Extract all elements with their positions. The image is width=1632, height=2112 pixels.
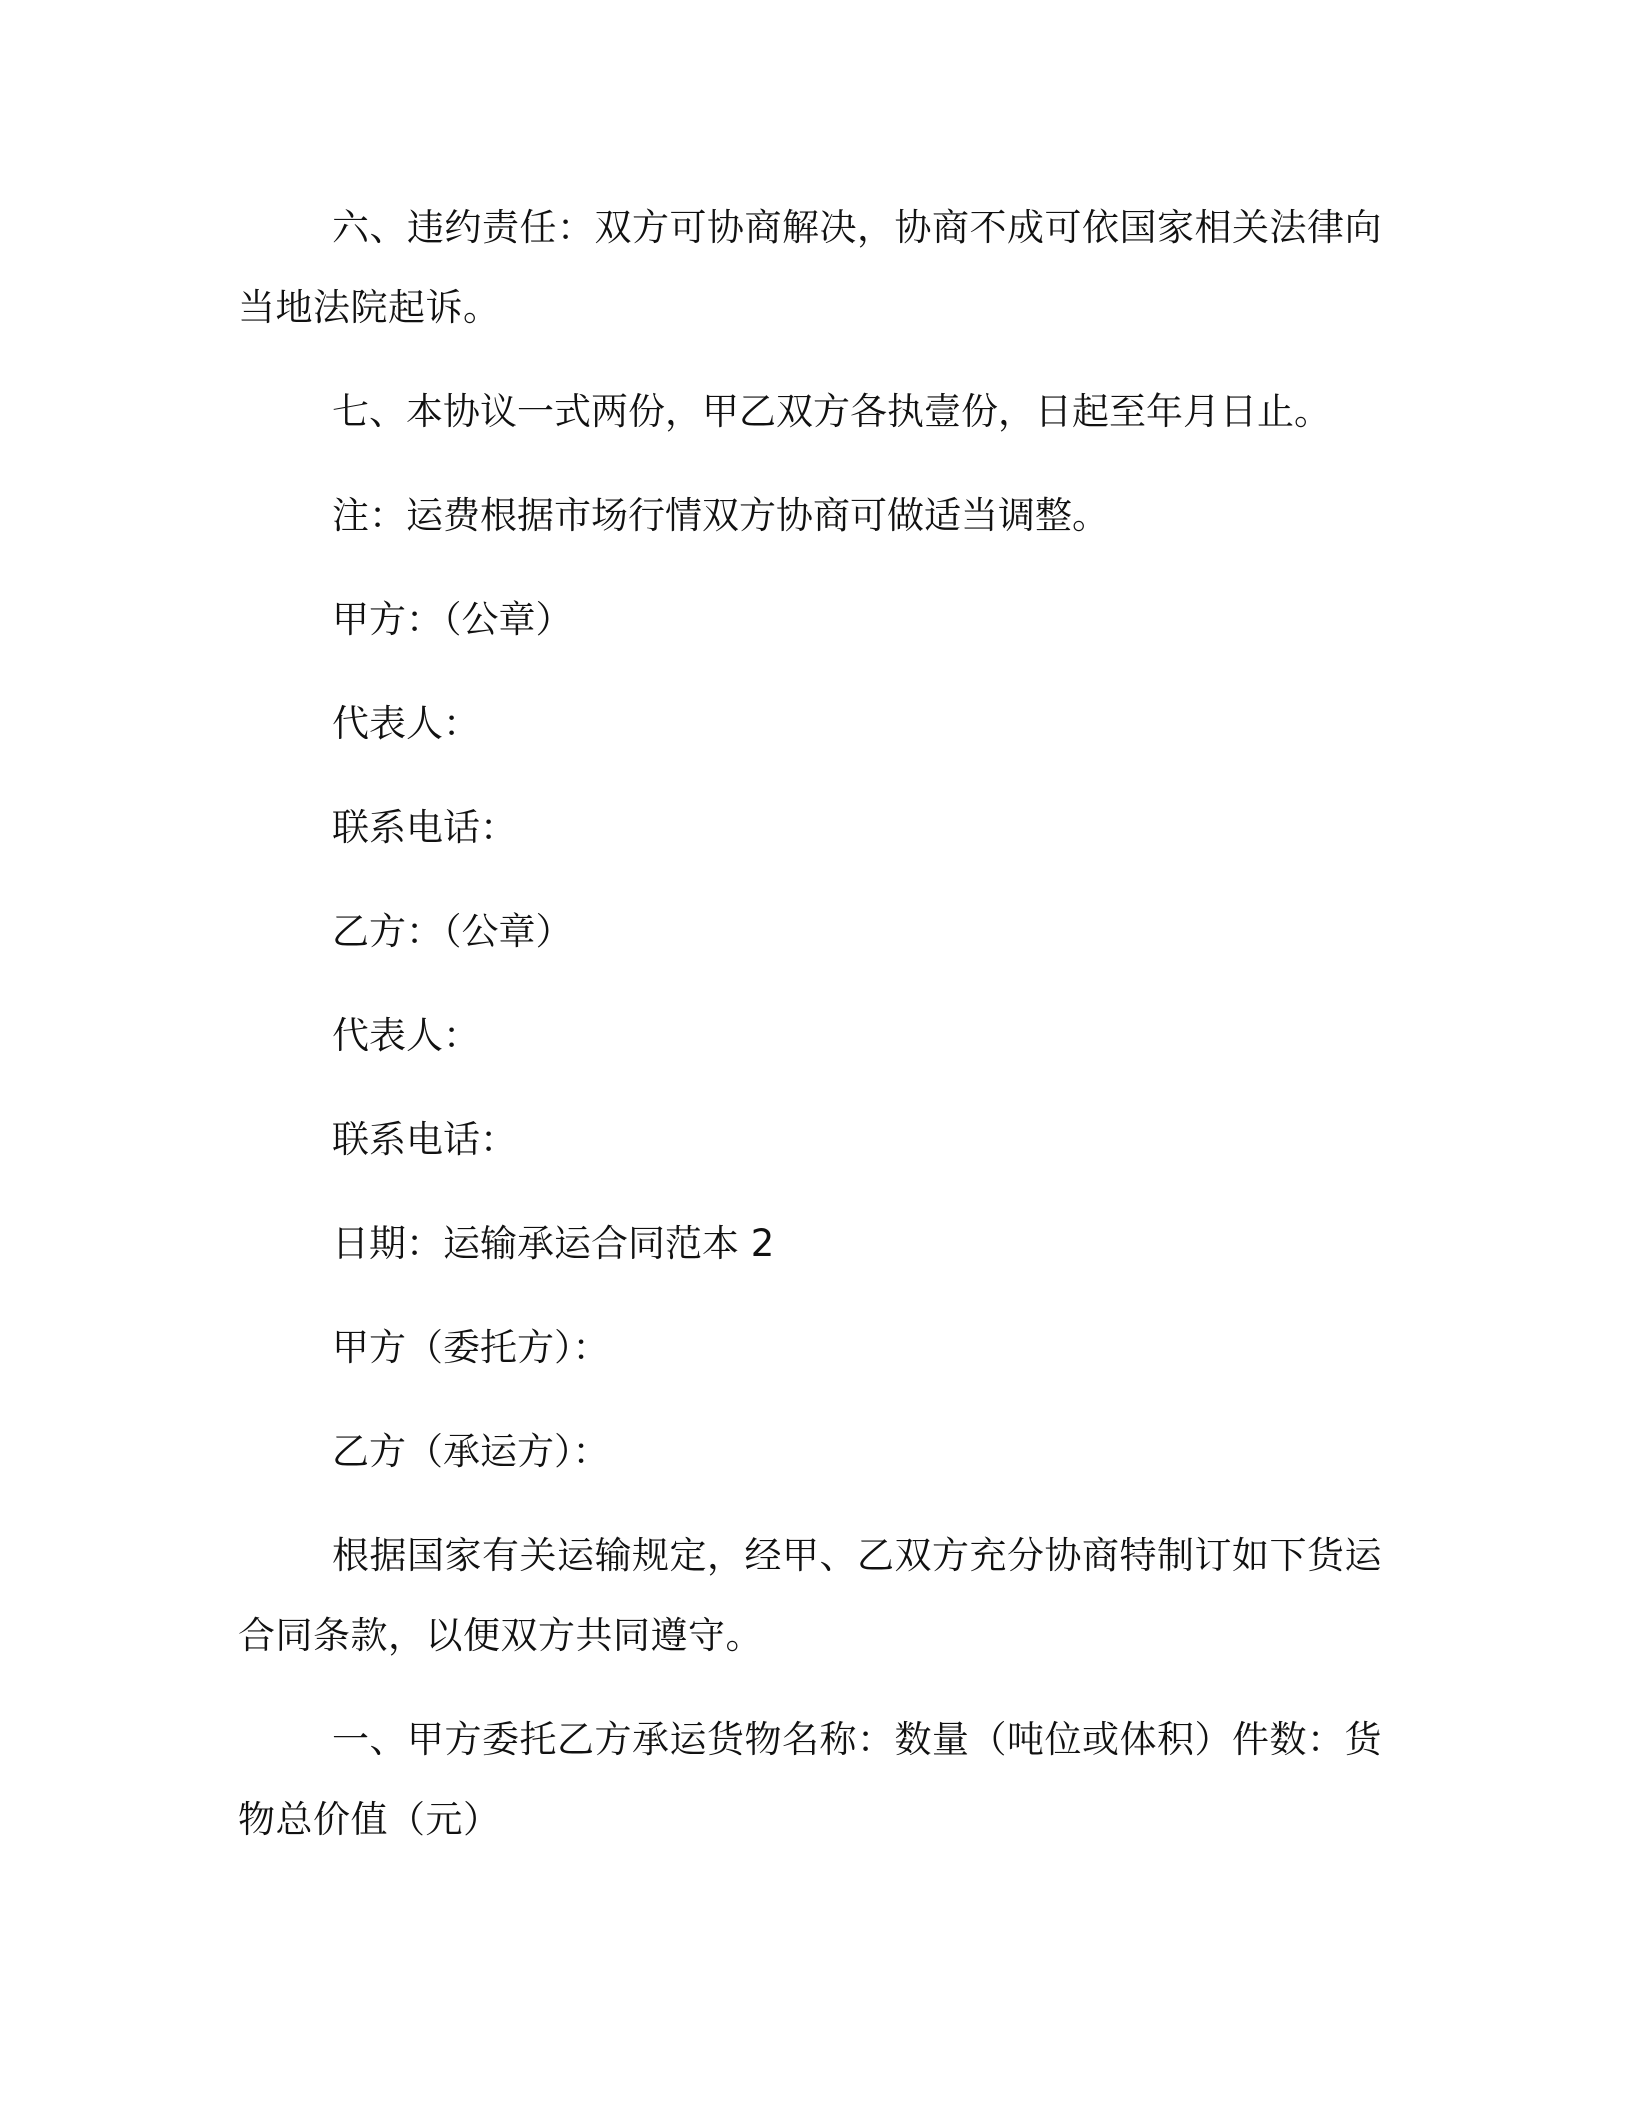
party-b-phone: 联系电话：	[332, 1118, 517, 1161]
note-freight-adjustment: 注：运费根据市场行情双方协商可做适当调整。	[332, 494, 1109, 537]
party-b-carrier: 乙方（承运方）：	[332, 1430, 610, 1473]
party-b-seal: 乙方：（公章）	[332, 910, 573, 953]
clause-six-breach-liability: 六、违约责任：双方可协商解决，协商不成可依国家相关法律向当地法院起诉。	[238, 206, 1382, 329]
party-a-consignor: 甲方（委托方）：	[332, 1326, 610, 1369]
contract-preamble: 根据国家有关运输规定，经甲、乙双方充分协商特制订如下货运合同条款，以便双方共同遵守。	[238, 1534, 1382, 1657]
party-b-representative: 代表人：	[332, 1014, 480, 1057]
date-and-template-title: 日期：运输承运合同范本 2	[332, 1222, 775, 1265]
party-a-seal: 甲方：（公章）	[332, 598, 573, 641]
clause-seven-copies: 七、本协议一式两份，甲乙双方各执壹份，日起至年月日止。	[332, 390, 1331, 433]
document-body	[238, 188, 1388, 1860]
party-a-phone: 联系电话：	[332, 806, 517, 849]
clause-one-goods: 一、甲方委托乙方承运货物名称：数量（吨位或体积）件数：货物总价值（元）	[238, 1718, 1382, 1841]
party-a-representative: 代表人：	[332, 702, 480, 745]
